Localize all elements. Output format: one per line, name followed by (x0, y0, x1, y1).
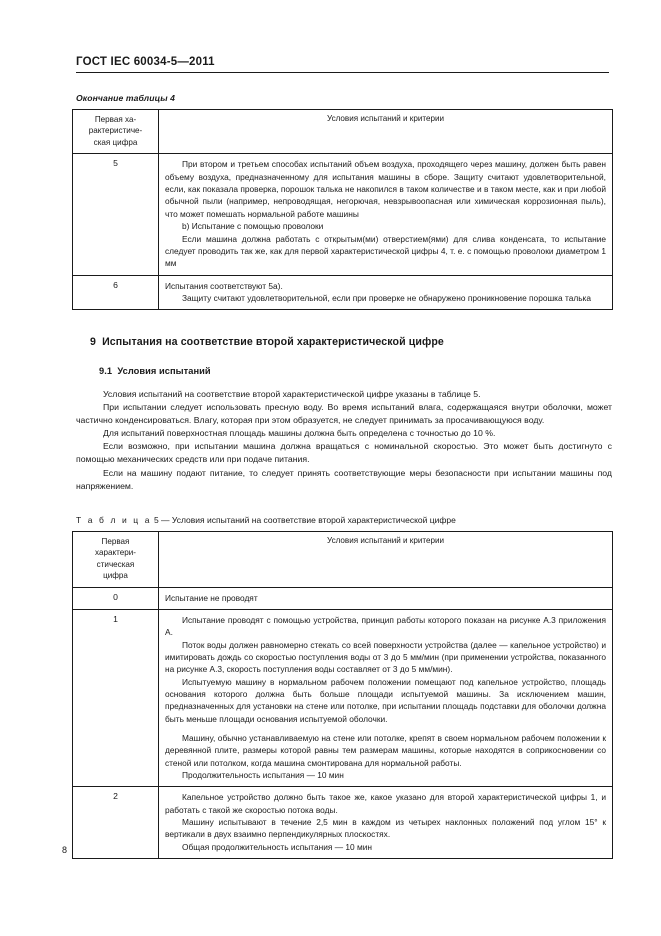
table5-row2-para-3: Общая продолжительность испытания — 10 мин (182, 841, 372, 852)
document-header-title: ГОСТ IEC 60034-5—2011 (76, 56, 609, 73)
table5-row0-para-1: Испытание не проводят (165, 592, 258, 603)
table4-row5-para-2: b) Испытание с помощью проволоки (182, 221, 324, 232)
table-row (73, 154, 613, 275)
section-heading-9 (90, 336, 613, 348)
table5-header-row (73, 531, 613, 587)
table4-continuation-label: Окончание таблицы 4 (76, 93, 176, 103)
table5-row-conditions (159, 609, 613, 786)
table4-row-digit: 6 (73, 275, 159, 310)
table4-row6-para-2: Защиту считают удовлетворительной, если при проверке не обнаружено проникновение порошка талька (182, 292, 592, 303)
table5-row-conditions (159, 587, 613, 609)
table-row (73, 609, 613, 786)
table5-caption (76, 515, 613, 525)
table5-header-line-1: Первая (101, 536, 130, 546)
subsection-number: 9.1 (99, 366, 113, 377)
table5-caption-rest: 5 — Условия испытаний на соответствие второй характеристической цифре (153, 514, 456, 525)
body-paragraph: Если на машину подают питание, то следует принять соответствующие меры безопасности при испытании машины под напряжением. (76, 467, 612, 491)
table5-header-line-2: характери- (95, 548, 136, 558)
section-number: 9 (90, 336, 96, 349)
table4-row-conditions (159, 154, 613, 275)
page-content (72, 56, 613, 859)
table5-row-digit: 1 (73, 609, 159, 786)
table5-row2-para-1: Капельное устройство должно быть такое же, какое указано для второй характеристической цифры 1, и работать с такой же скоростью потока воды. (165, 792, 606, 815)
table5-header-line-3: стическая (96, 559, 135, 569)
table4-row5-para-1: При втором и третьем способах испытаний объем воздуха, проходящего через машину, должен быть равен объему воздуха, предназначенному для испытания машины в сборе. Защиту считают удовлетворительной, если, как показала проверка, порошок талька не накопился в таком количестве и в таком месте, как и при любой обычной пыли (например, непроводящая, негорючая, невзрывоопасная или химическая коррозионная пыль), что может помешать нормальной работе машины (165, 159, 606, 219)
table4-header-row (73, 110, 613, 154)
table5-row1-para-2: Поток воды должен равномерно стекать со всей поверхности устройства (далее — капельное устройство) и имитировать дождь со скоростью поступления воды от 3 до 5 мм/мин (при применении устройства, показанного на рисунке А.3, скорость поступления воды составляет от 3 до 5 мм/мин). (165, 639, 606, 675)
table5-header-line-4: цифра (103, 571, 128, 581)
body-paragraph: Для испытаний поверхностная площадь машины должна быть определена с точностью до 10 %. (103, 428, 496, 439)
table5-row1-para-3: Испытуемую машину в нормальном рабочем положении помещают под капельное устройство, площадь основания которого должна быть больше площади испытуемой машины. За исключением машин, предназначенных для установки на стене или потолке, при испытании площадь подставки для оболочки должна быть меньше площади основания испытуемой оболочки. (165, 676, 606, 724)
table5-row1-para-4: Машину, обычно устанавливаемую на стене или потолке, крепят в своем нормальном рабочем положении к деревянной плите, размеры которой равны тем размерам машины, которые находятся в соприкосновении со стеной или потолком, когда машина смонтирована для нормальной работы. (165, 732, 606, 768)
table-row (73, 787, 613, 859)
table4-row6-para-1: Испытания соответствуют 5a). (165, 280, 283, 291)
table-row (73, 587, 613, 609)
table4-header-conditions-column: Условия испытаний и критерии (159, 110, 613, 154)
table5-row1-para-5: Продолжительность испытания — 10 мин (182, 770, 344, 781)
table5-row-digit: 2 (73, 787, 159, 859)
table4-header-line-1: Первая ха- (94, 115, 137, 124)
table4-header-digit-column (73, 110, 159, 154)
table-row (73, 275, 613, 310)
table4-header-line-2: рактеристиче- (88, 126, 143, 136)
table5-row-digit: 0 (73, 587, 159, 609)
table-4 (72, 109, 613, 310)
table4-header-line-3: ская цифра (93, 137, 138, 147)
table5-row1-para-1: Испытание проводят с помощью устройства, принцип работы которого показан на рисунке А.3 приложения А. (165, 614, 606, 638)
body-paragraph: При испытании следует использовать пресную воду. Во время испытаний влага, содержащаяся внутри оболочки, может частично конденсироваться. Влагу, которая при этом образуется, не следует принимать за просачивающуюся воду. (76, 402, 612, 426)
page-number: 8 (62, 845, 68, 855)
subsection-heading-9-1 (99, 366, 613, 376)
subsection-title: Условия испытаний (117, 366, 211, 377)
table4-row-digit: 5 (73, 154, 159, 275)
table4-row-conditions (159, 275, 613, 310)
table5-row-conditions (159, 787, 613, 859)
table5-caption-word: Т а б л и ц а (76, 514, 152, 525)
table5-row2-para-2: Машину испытывают в течение 2,5 мин в каждом из четырех наклонных положений под углом 15° к вертикали в двух взаимно перпендикулярных плоскостях. (165, 817, 606, 840)
section-title: Испытания на соответствие второй характеристической цифре (102, 336, 444, 349)
table5-header-digit-column (73, 531, 159, 587)
table-5 (72, 531, 613, 859)
table5-header-conditions-column: Условия испытаний и критерии (159, 531, 613, 587)
body-paragraph: Условия испытаний на соответствие второй характеристической цифре указаны в таблице 5. (103, 389, 481, 400)
body-paragraph: Если возможно, при испытании машина должна вращаться с номинальной скоростью. Это может быть достигнуто с помощью механических средств или при подаче питания. (76, 441, 612, 465)
table4-row5-para-3: Если машина должна работать с открытым(ми) отверстием(ями) для слива конденсата, то испытание следует проводить так же, как для первой характеристической цифры 4, т. е. с помощью проволоки диаметром 1 мм (165, 233, 606, 269)
